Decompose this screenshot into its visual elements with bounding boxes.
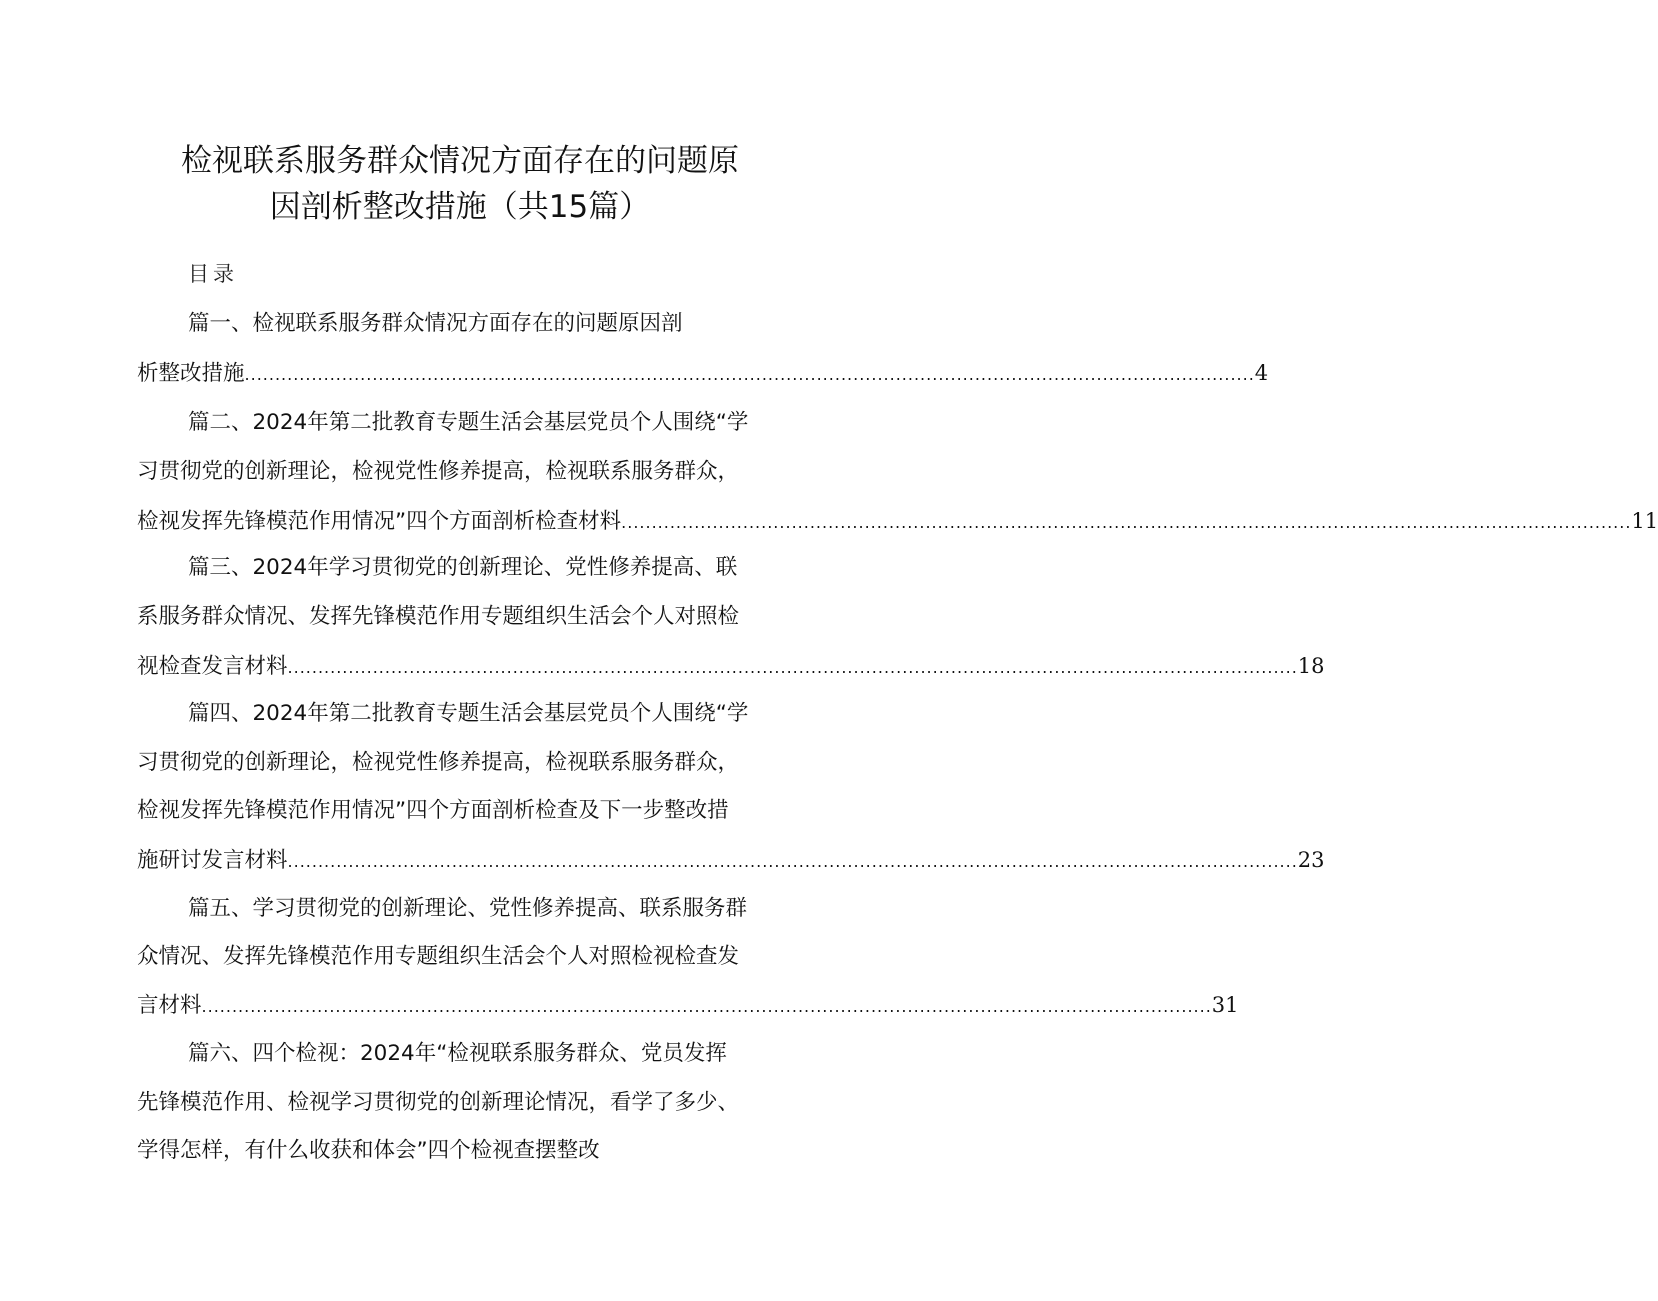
toc-entry-5-line-1: 篇五、学习贯彻党的创新理论、党性修养提高、联系服务群 — [188, 896, 748, 921]
toc-leader-dots: ...................................................................................................................................................................... — [287, 658, 1298, 677]
toc-entry-5-last-line[interactable] — [137, 990, 1239, 1022]
toc-leader-dots: ...................................................................................................................................................................... — [287, 852, 1298, 871]
toc-entry-2-page: 11 — [1631, 509, 1658, 533]
toc-entry-6-line-2: 先锋模范作用、检视学习贯彻党的创新理论情况，看学了多少、 — [137, 1090, 740, 1115]
toc-entry-5-page: 31 — [1211, 993, 1239, 1017]
toc-entry-3-line-1: 篇三、2024年学习贯彻党的创新理论、党性修养提高、联 — [188, 555, 738, 580]
toc-entry-6-line-3: 学得怎样，有什么收获和体会”四个检视查摆整改 — [137, 1138, 600, 1163]
title-line-2: 因剖析整改措施（共15篇） — [269, 189, 651, 225]
toc-entry-4-line-2: 习贯彻党的创新理论，检视党性修养提高，检视联系服务群众， — [137, 750, 740, 775]
toc-entry-1-last-line[interactable] — [137, 358, 1269, 390]
toc-entry-5-text: 言材料 — [137, 993, 202, 1018]
toc-entry-4-line-1: 篇四、2024年第二批教育专题生活会基层党员个人围绕“学 — [188, 701, 749, 726]
toc-entry-3-text: 视检查发言材料 — [137, 654, 288, 679]
toc-leader-dots: ...................................................................................................................................................................... — [244, 365, 1255, 384]
toc-entry-4-last-line[interactable] — [137, 845, 1325, 877]
toc-entry-2-last-line[interactable] — [137, 506, 1658, 538]
toc-entry-4-line-3: 检视发挥先锋模范作用情况”四个方面剖析检查及下一步整改措 — [137, 798, 729, 823]
toc-entry-1-text: 析整改措施 — [137, 361, 245, 386]
toc-entry-3-last-line[interactable] — [137, 651, 1325, 683]
toc-entry-2-text: 检视发挥先锋模范作用情况”四个方面剖析检查材料 — [137, 509, 622, 534]
toc-entry-4-page: 23 — [1297, 848, 1325, 872]
toc-entry-6-line-1: 篇六、四个检视：2024年“检视联系服务群众、党员发挥 — [188, 1041, 727, 1066]
document-title — [120, 138, 800, 230]
toc-leader-dots: ...................................................................................................................................................................... — [201, 997, 1212, 1016]
title-line-1: 检视联系服务群众情况方面存在的问题原 — [181, 143, 739, 179]
toc-entry-1-page: 4 — [1254, 361, 1269, 385]
toc-entry-2-line-1: 篇二、2024年第二批教育专题生活会基层党员个人围绕“学 — [188, 410, 749, 435]
toc-heading: 目录 — [188, 262, 238, 286]
toc-entry-3-page: 18 — [1297, 654, 1325, 678]
toc-entry-5-line-2: 众情况、发挥先锋模范作用专题组织生活会个人对照检视检查发 — [137, 944, 740, 969]
toc-leader-dots: ...................................................................................................................................................................... — [621, 513, 1632, 532]
toc-entry-1-line-1: 篇一、检视联系服务群众情况方面存在的问题原因剖 — [188, 311, 683, 336]
toc-entry-2-line-2: 习贯彻党的创新理论，检视党性修养提高，检视联系服务群众， — [137, 459, 740, 484]
toc-entry-3-line-2: 系服务群众情况、发挥先锋模范作用专题组织生活会个人对照检 — [137, 604, 740, 629]
toc-entry-4-text: 施研讨发言材料 — [137, 848, 288, 873]
